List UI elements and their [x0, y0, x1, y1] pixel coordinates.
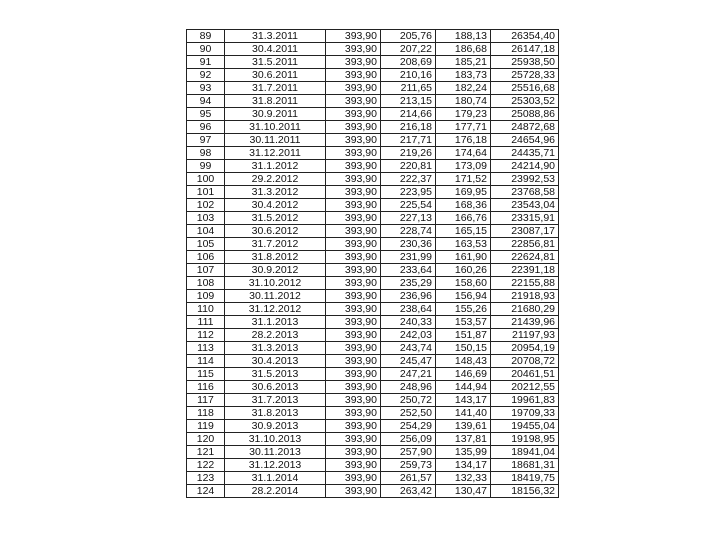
- table-row: [187, 43, 559, 56]
- cell-number: 124: [187, 485, 225, 498]
- cell-balance: 24654,96: [491, 134, 559, 147]
- cell-balance: 24214,90: [491, 160, 559, 173]
- cell-number: 100: [187, 173, 225, 186]
- cell-date: 30.9.2011: [225, 108, 326, 121]
- cell-number: 93: [187, 82, 225, 95]
- cell-principal: 228,74: [381, 225, 436, 238]
- cell-date: 28.2.2013: [225, 329, 326, 342]
- cell-interest: 161,90: [436, 251, 491, 264]
- cell-installment: 393,90: [326, 394, 381, 407]
- cell-interest: 150,15: [436, 342, 491, 355]
- cell-balance: 20954,19: [491, 342, 559, 355]
- cell-installment: 393,90: [326, 342, 381, 355]
- cell-balance: 24872,68: [491, 121, 559, 134]
- table-row: [187, 160, 559, 173]
- cell-date: 31.8.2013: [225, 407, 326, 420]
- cell-balance: 25303,52: [491, 95, 559, 108]
- cell-installment: 393,90: [326, 264, 381, 277]
- cell-principal: 210,16: [381, 69, 436, 82]
- table-row: [187, 147, 559, 160]
- cell-balance: 20708,72: [491, 355, 559, 368]
- cell-principal: 208,69: [381, 56, 436, 69]
- cell-date: 31.12.2012: [225, 303, 326, 316]
- cell-balance: 18156,32: [491, 485, 559, 498]
- cell-date: 30.4.2011: [225, 43, 326, 56]
- cell-number: 121: [187, 446, 225, 459]
- table-row: [187, 108, 559, 121]
- cell-interest: 177,71: [436, 121, 491, 134]
- cell-installment: 393,90: [326, 446, 381, 459]
- cell-number: 112: [187, 329, 225, 342]
- cell-principal: 230,36: [381, 238, 436, 251]
- table-row: [187, 446, 559, 459]
- cell-date: 29.2.2012: [225, 173, 326, 186]
- table-row: [187, 290, 559, 303]
- cell-date: 30.6.2011: [225, 69, 326, 82]
- cell-interest: 186,68: [436, 43, 491, 56]
- cell-date: 28.2.2014: [225, 485, 326, 498]
- cell-balance: 22155,88: [491, 277, 559, 290]
- cell-balance: 19709,33: [491, 407, 559, 420]
- table-row: [187, 472, 559, 485]
- cell-installment: 393,90: [326, 381, 381, 394]
- cell-number: 113: [187, 342, 225, 355]
- cell-balance: 23315,91: [491, 212, 559, 225]
- cell-interest: 160,26: [436, 264, 491, 277]
- table-row: [187, 225, 559, 238]
- cell-interest: 139,61: [436, 420, 491, 433]
- cell-principal: 256,09: [381, 433, 436, 446]
- cell-interest: 134,17: [436, 459, 491, 472]
- cell-principal: 250,72: [381, 394, 436, 407]
- cell-date: 30.11.2013: [225, 446, 326, 459]
- cell-date: 31.7.2011: [225, 82, 326, 95]
- cell-principal: 205,76: [381, 30, 436, 43]
- cell-number: 111: [187, 316, 225, 329]
- cell-number: 103: [187, 212, 225, 225]
- cell-date: 31.8.2012: [225, 251, 326, 264]
- cell-installment: 393,90: [326, 82, 381, 95]
- cell-installment: 393,90: [326, 134, 381, 147]
- cell-installment: 393,90: [326, 212, 381, 225]
- cell-principal: 223,95: [381, 186, 436, 199]
- cell-installment: 393,90: [326, 95, 381, 108]
- cell-installment: 393,90: [326, 69, 381, 82]
- cell-date: 30.4.2012: [225, 199, 326, 212]
- cell-interest: 180,74: [436, 95, 491, 108]
- table-row: [187, 30, 559, 43]
- cell-installment: 393,90: [326, 485, 381, 498]
- cell-installment: 393,90: [326, 160, 381, 173]
- cell-number: 104: [187, 225, 225, 238]
- table-row: [187, 56, 559, 69]
- cell-balance: 25516,68: [491, 82, 559, 95]
- table-row: [187, 485, 559, 498]
- cell-interest: 165,15: [436, 225, 491, 238]
- cell-principal: 220,81: [381, 160, 436, 173]
- cell-interest: 148,43: [436, 355, 491, 368]
- table-row: [187, 459, 559, 472]
- cell-number: 90: [187, 43, 225, 56]
- table-row: [187, 303, 559, 316]
- cell-installment: 393,90: [326, 290, 381, 303]
- cell-principal: 259,73: [381, 459, 436, 472]
- cell-installment: 393,90: [326, 407, 381, 420]
- cell-installment: 393,90: [326, 173, 381, 186]
- cell-number: 120: [187, 433, 225, 446]
- cell-principal: 213,15: [381, 95, 436, 108]
- cell-principal: 214,66: [381, 108, 436, 121]
- cell-date: 31.5.2012: [225, 212, 326, 225]
- cell-installment: 393,90: [326, 368, 381, 381]
- table-row: [187, 186, 559, 199]
- cell-interest: 163,53: [436, 238, 491, 251]
- cell-number: 95: [187, 108, 225, 121]
- cell-installment: 393,90: [326, 121, 381, 134]
- cell-number: 99: [187, 160, 225, 173]
- cell-principal: 219,26: [381, 147, 436, 160]
- cell-principal: 211,65: [381, 82, 436, 95]
- cell-number: 97: [187, 134, 225, 147]
- cell-date: 31.1.2012: [225, 160, 326, 173]
- cell-interest: 146,69: [436, 368, 491, 381]
- cell-installment: 393,90: [326, 225, 381, 238]
- table-row: [187, 69, 559, 82]
- cell-interest: 174,64: [436, 147, 491, 160]
- cell-date: 31.10.2012: [225, 277, 326, 290]
- cell-number: 89: [187, 30, 225, 43]
- cell-installment: 393,90: [326, 147, 381, 160]
- cell-date: 31.7.2013: [225, 394, 326, 407]
- cell-principal: 236,96: [381, 290, 436, 303]
- table-row: [187, 134, 559, 147]
- cell-balance: 22856,81: [491, 238, 559, 251]
- table-row: [187, 407, 559, 420]
- cell-date: 30.6.2013: [225, 381, 326, 394]
- cell-principal: 217,71: [381, 134, 436, 147]
- cell-installment: 393,90: [326, 56, 381, 69]
- cell-balance: 20461,51: [491, 368, 559, 381]
- cell-interest: 183,73: [436, 69, 491, 82]
- cell-principal: 238,64: [381, 303, 436, 316]
- cell-number: 123: [187, 472, 225, 485]
- table-row: [187, 251, 559, 264]
- cell-principal: 225,54: [381, 199, 436, 212]
- cell-date: 31.10.2013: [225, 433, 326, 446]
- cell-number: 94: [187, 95, 225, 108]
- cell-interest: 155,26: [436, 303, 491, 316]
- cell-date: 31.12.2013: [225, 459, 326, 472]
- cell-date: 30.11.2012: [225, 290, 326, 303]
- table-row: [187, 212, 559, 225]
- cell-interest: 179,23: [436, 108, 491, 121]
- cell-installment: 393,90: [326, 238, 381, 251]
- cell-date: 31.10.2011: [225, 121, 326, 134]
- cell-balance: 18419,75: [491, 472, 559, 485]
- cell-principal: 245,47: [381, 355, 436, 368]
- table-row: [187, 368, 559, 381]
- cell-date: 30.9.2012: [225, 264, 326, 277]
- cell-date: 31.3.2012: [225, 186, 326, 199]
- cell-number: 108: [187, 277, 225, 290]
- cell-installment: 393,90: [326, 277, 381, 290]
- cell-number: 122: [187, 459, 225, 472]
- cell-balance: 23543,04: [491, 199, 559, 212]
- cell-number: 118: [187, 407, 225, 420]
- cell-balance: 19198,95: [491, 433, 559, 446]
- cell-interest: 168,36: [436, 199, 491, 212]
- table-row: [187, 355, 559, 368]
- cell-date: 30.11.2011: [225, 134, 326, 147]
- cell-date: 30.9.2013: [225, 420, 326, 433]
- cell-number: 115: [187, 368, 225, 381]
- cell-balance: 19961,83: [491, 394, 559, 407]
- cell-number: 110: [187, 303, 225, 316]
- cell-balance: 21439,96: [491, 316, 559, 329]
- table-row: [187, 121, 559, 134]
- table-row: [187, 316, 559, 329]
- cell-principal: 252,50: [381, 407, 436, 420]
- cell-balance: 23768,58: [491, 186, 559, 199]
- cell-interest: 132,33: [436, 472, 491, 485]
- table-row: [187, 381, 559, 394]
- cell-principal: 261,57: [381, 472, 436, 485]
- cell-date: 31.5.2011: [225, 56, 326, 69]
- table-row: [187, 199, 559, 212]
- cell-interest: 144,94: [436, 381, 491, 394]
- cell-interest: 182,24: [436, 82, 491, 95]
- cell-installment: 393,90: [326, 329, 381, 342]
- cell-interest: 137,81: [436, 433, 491, 446]
- cell-date: 31.7.2012: [225, 238, 326, 251]
- cell-balance: 21680,29: [491, 303, 559, 316]
- table-row: [187, 329, 559, 342]
- cell-installment: 393,90: [326, 303, 381, 316]
- cell-principal: 233,64: [381, 264, 436, 277]
- cell-balance: 25728,33: [491, 69, 559, 82]
- cell-interest: 156,94: [436, 290, 491, 303]
- cell-number: 109: [187, 290, 225, 303]
- cell-installment: 393,90: [326, 459, 381, 472]
- cell-interest: 143,17: [436, 394, 491, 407]
- cell-installment: 393,90: [326, 433, 381, 446]
- table-row: [187, 238, 559, 251]
- cell-principal: 243,74: [381, 342, 436, 355]
- cell-number: 102: [187, 199, 225, 212]
- cell-installment: 393,90: [326, 472, 381, 485]
- cell-installment: 393,90: [326, 186, 381, 199]
- cell-number: 114: [187, 355, 225, 368]
- cell-number: 91: [187, 56, 225, 69]
- table-row: [187, 342, 559, 355]
- cell-principal: 235,29: [381, 277, 436, 290]
- cell-number: 92: [187, 69, 225, 82]
- cell-balance: 23087,17: [491, 225, 559, 238]
- cell-interest: 153,57: [436, 316, 491, 329]
- cell-balance: 25088,86: [491, 108, 559, 121]
- amortization-table: [186, 29, 559, 498]
- cell-installment: 393,90: [326, 108, 381, 121]
- cell-date: 31.3.2011: [225, 30, 326, 43]
- cell-principal: 240,33: [381, 316, 436, 329]
- cell-balance: 26147,18: [491, 43, 559, 56]
- cell-balance: 20212,55: [491, 381, 559, 394]
- table-row: [187, 394, 559, 407]
- cell-number: 101: [187, 186, 225, 199]
- cell-number: 96: [187, 121, 225, 134]
- cell-date: 31.8.2011: [225, 95, 326, 108]
- cell-balance: 21918,93: [491, 290, 559, 303]
- cell-interest: 166,76: [436, 212, 491, 225]
- table-row: [187, 420, 559, 433]
- cell-interest: 135,99: [436, 446, 491, 459]
- cell-balance: 22391,18: [491, 264, 559, 277]
- cell-principal: 248,96: [381, 381, 436, 394]
- cell-number: 98: [187, 147, 225, 160]
- cell-number: 119: [187, 420, 225, 433]
- cell-installment: 393,90: [326, 251, 381, 264]
- cell-number: 116: [187, 381, 225, 394]
- table-row: [187, 264, 559, 277]
- cell-date: 30.6.2012: [225, 225, 326, 238]
- cell-interest: 173,09: [436, 160, 491, 173]
- cell-balance: 25938,50: [491, 56, 559, 69]
- cell-date: 31.5.2013: [225, 368, 326, 381]
- cell-balance: 24435,71: [491, 147, 559, 160]
- cell-principal: 247,21: [381, 368, 436, 381]
- cell-installment: 393,90: [326, 420, 381, 433]
- cell-number: 117: [187, 394, 225, 407]
- cell-balance: 23992,53: [491, 173, 559, 186]
- cell-principal: 242,03: [381, 329, 436, 342]
- cell-interest: 141,40: [436, 407, 491, 420]
- cell-balance: 18681,31: [491, 459, 559, 472]
- table-row: [187, 433, 559, 446]
- table-row: [187, 277, 559, 290]
- cell-interest: 188,13: [436, 30, 491, 43]
- cell-date: 31.3.2013: [225, 342, 326, 355]
- cell-date: 30.4.2013: [225, 355, 326, 368]
- cell-principal: 207,22: [381, 43, 436, 56]
- table-body: [187, 30, 559, 498]
- cell-interest: 171,52: [436, 173, 491, 186]
- cell-principal: 254,29: [381, 420, 436, 433]
- cell-principal: 257,90: [381, 446, 436, 459]
- cell-balance: 26354,40: [491, 30, 559, 43]
- cell-interest: 169,95: [436, 186, 491, 199]
- cell-interest: 185,21: [436, 56, 491, 69]
- cell-principal: 227,13: [381, 212, 436, 225]
- cell-date: 31.1.2013: [225, 316, 326, 329]
- cell-number: 105: [187, 238, 225, 251]
- cell-interest: 130,47: [436, 485, 491, 498]
- cell-date: 31.12.2011: [225, 147, 326, 160]
- cell-interest: 151,87: [436, 329, 491, 342]
- cell-principal: 222,37: [381, 173, 436, 186]
- cell-principal: 263,42: [381, 485, 436, 498]
- cell-number: 106: [187, 251, 225, 264]
- cell-principal: 216,18: [381, 121, 436, 134]
- cell-balance: 22624,81: [491, 251, 559, 264]
- cell-installment: 393,90: [326, 199, 381, 212]
- cell-installment: 393,90: [326, 355, 381, 368]
- cell-installment: 393,90: [326, 30, 381, 43]
- cell-installment: 393,90: [326, 43, 381, 56]
- cell-principal: 231,99: [381, 251, 436, 264]
- cell-interest: 176,18: [436, 134, 491, 147]
- table-row: [187, 95, 559, 108]
- cell-balance: 19455,04: [491, 420, 559, 433]
- cell-number: 107: [187, 264, 225, 277]
- table-row: [187, 82, 559, 95]
- cell-interest: 158,60: [436, 277, 491, 290]
- cell-balance: 18941,04: [491, 446, 559, 459]
- cell-date: 31.1.2014: [225, 472, 326, 485]
- cell-installment: 393,90: [326, 316, 381, 329]
- table-row: [187, 173, 559, 186]
- cell-balance: 21197,93: [491, 329, 559, 342]
